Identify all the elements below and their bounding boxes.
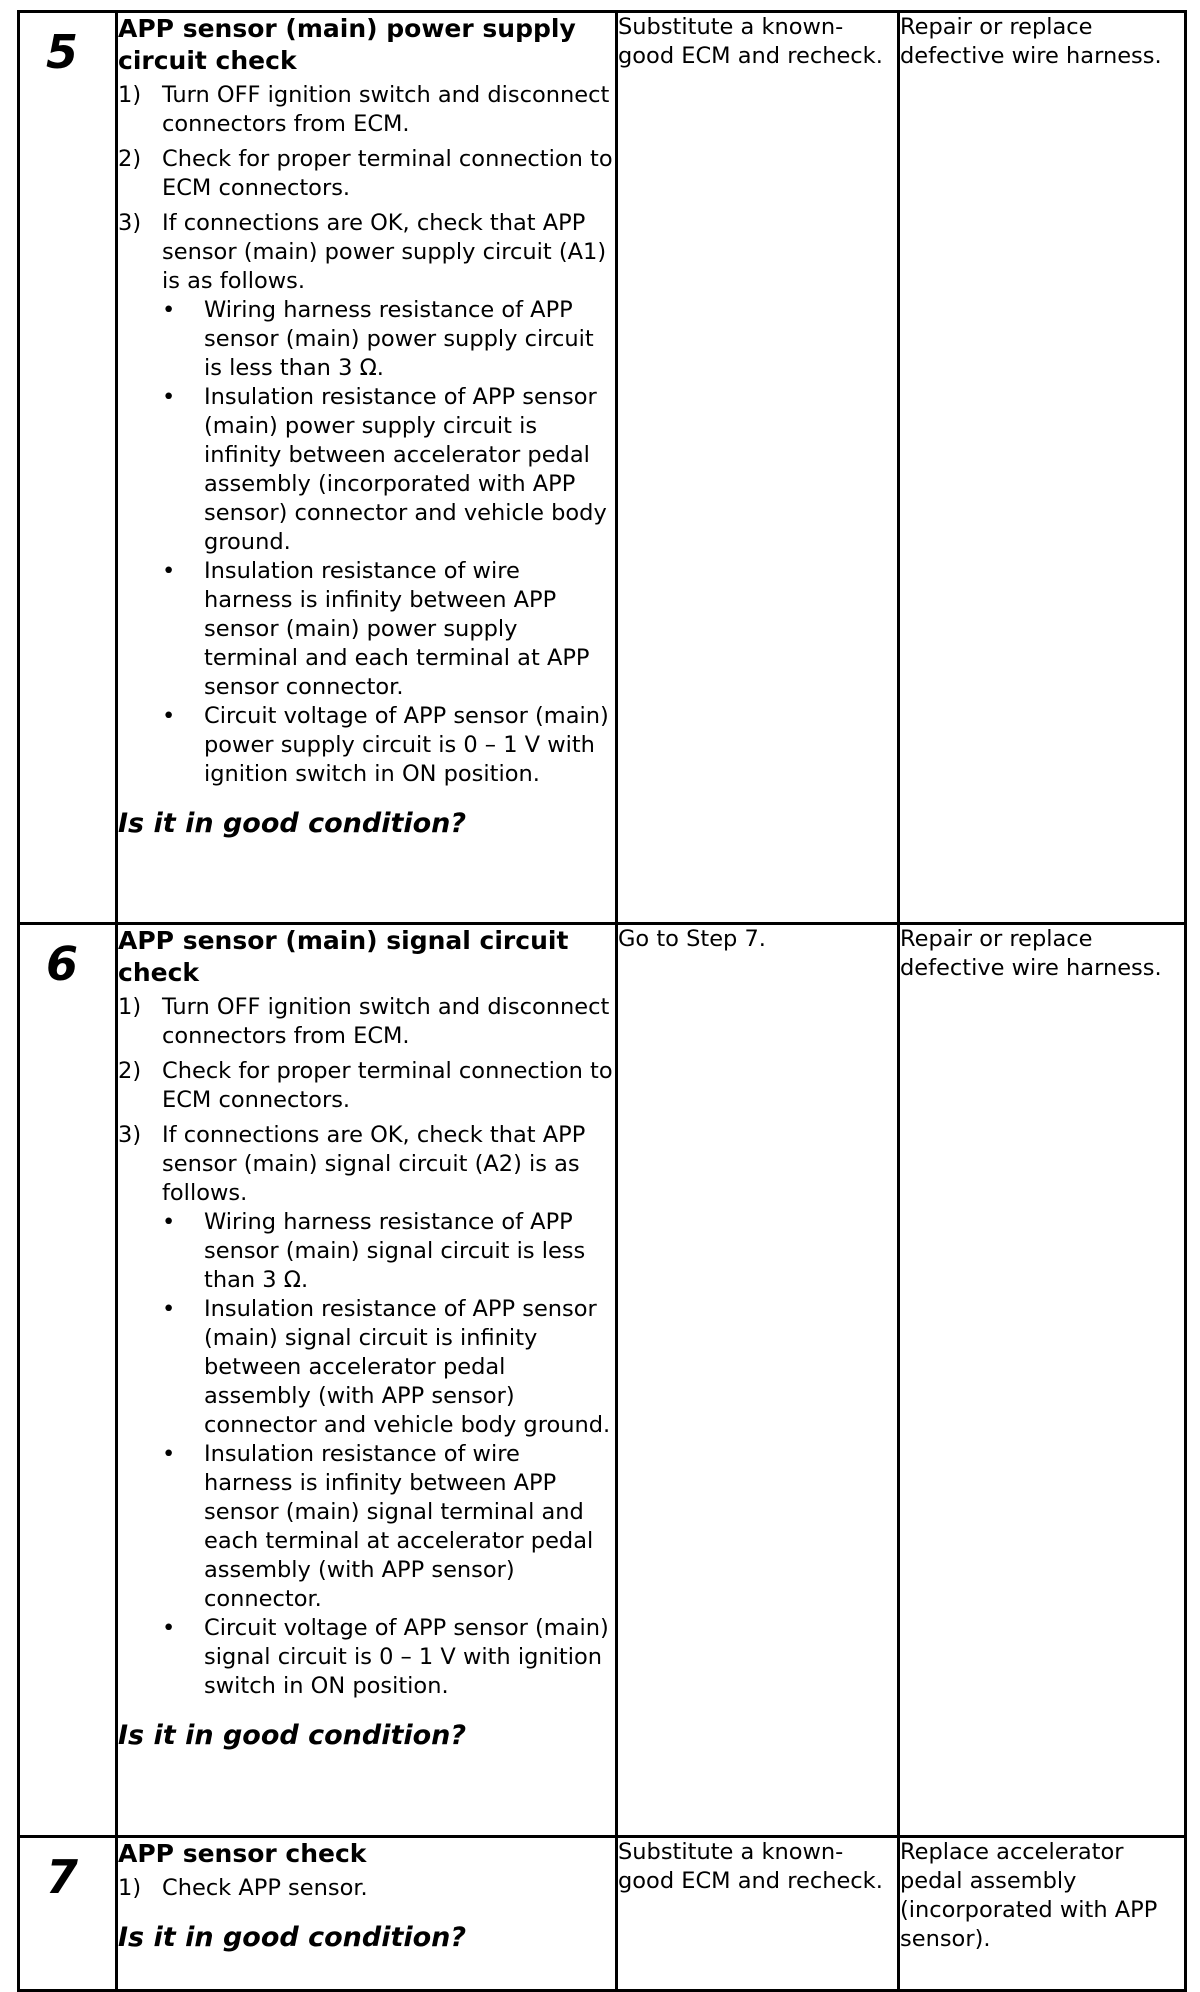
- action-item: [118, 1874, 615, 1903]
- diagnosis-table-body: [19, 12, 1186, 1991]
- yes-result: Substitute a known-good ECM and recheck.: [617, 12, 899, 924]
- step-title: APP sensor (main) signal circuit check: [118, 926, 569, 987]
- action-cell: [117, 1837, 617, 1991]
- check-list: [162, 296, 615, 789]
- action-list: [118, 81, 615, 789]
- action-item-number: 1): [118, 994, 142, 1020]
- action-item: [118, 81, 615, 139]
- action-item-number: 1): [118, 82, 142, 108]
- step-question: Is it in good condition?: [118, 1720, 467, 1751]
- action-item: [118, 1121, 615, 1701]
- check-item: • Insulation resistance of APP sensor (main) signal circuit is infinity between accelerator pedal assembly (with APP sensor) connector and vehicle body ground.: [162, 1295, 615, 1440]
- step-number: 6: [46, 937, 79, 991]
- action-item-number: 3): [118, 210, 142, 236]
- action-cell: [117, 924, 617, 1837]
- action-item: [118, 1057, 615, 1115]
- action-item-text: Check APP sensor.: [162, 1875, 368, 1901]
- action-item-text: If connections are OK, check that APP sensor (main) power supply circuit (A1) is as follows.: [162, 210, 607, 294]
- check-list: [162, 1208, 615, 1701]
- action-item-number: 2): [118, 1058, 142, 1084]
- step-cell: [19, 1837, 117, 1991]
- step-cell: [19, 12, 117, 924]
- action-item-number: 3): [118, 1122, 142, 1148]
- check-item: • Wiring harness resistance of APP sensor (main) power supply circuit is less than 3 Ω.: [162, 296, 615, 383]
- action-item-text: If connections are OK, check that APP sensor (main) signal circuit (A2) is as follows.: [162, 1122, 586, 1206]
- action-item-text: Turn OFF ignition switch and disconnect connectors from ECM.: [162, 994, 610, 1049]
- no-result: Repair or replace defective wire harness.: [899, 924, 1186, 1837]
- check-item: • Insulation resistance of wire harness is infinity between APP sensor (main) power supply terminal and each terminal at APP sensor connector.: [162, 557, 615, 702]
- action-item-text: Turn OFF ignition switch and disconnect connectors from ECM.: [162, 82, 610, 137]
- step-title: APP sensor (main) power supply circuit check: [118, 14, 576, 75]
- action-item: [118, 209, 615, 789]
- action-item-number: 1): [118, 1875, 142, 1901]
- check-item: • Circuit voltage of APP sensor (main) power supply circuit is 0 – 1 V with ignition switch in ON position.: [162, 702, 615, 789]
- check-item: • Circuit voltage of APP sensor (main) signal circuit is 0 – 1 V with ignition switch in ON position.: [162, 1614, 615, 1701]
- yes-result: Go to Step 7.: [617, 924, 899, 1837]
- action-list: [118, 993, 615, 1701]
- action-item-text: Check for proper terminal connection to ECM connectors.: [162, 1058, 613, 1113]
- check-item: • Wiring harness resistance of APP sensor (main) signal circuit is less than 3 Ω.: [162, 1208, 615, 1295]
- action-item-text: Check for proper terminal connection to ECM connectors.: [162, 146, 613, 201]
- step-row: [19, 1837, 1186, 1991]
- check-item: • Insulation resistance of wire harness is infinity between APP sensor (main) signal terminal and each terminal at accelerator pedal assembly (with APP sensor) connector.: [162, 1440, 615, 1614]
- no-result: Replace accelerator pedal assembly (incorporated with APP sensor).: [899, 1837, 1186, 1991]
- no-result: Repair or replace defective wire harness.: [899, 12, 1186, 924]
- step-row: [19, 12, 1186, 924]
- action-item-number: 2): [118, 146, 142, 172]
- step-question: Is it in good condition?: [118, 1922, 467, 1953]
- step-number: 5: [46, 25, 79, 79]
- action-item: [118, 993, 615, 1051]
- yes-result: Substitute a known-good ECM and recheck.: [617, 1837, 899, 1991]
- step-number: 7: [46, 1850, 79, 1904]
- step-title: APP sensor check: [118, 1839, 367, 1868]
- step-row: [19, 924, 1186, 1837]
- step-cell: [19, 924, 117, 1837]
- check-item: • Insulation resistance of APP sensor (main) power supply circuit is infinity between accelerator pedal assembly (incorporated with APP sensor) connector and vehicle body ground.: [162, 383, 615, 557]
- step-question: Is it in good condition?: [118, 808, 467, 839]
- action-list: [118, 1874, 615, 1903]
- action-item: [118, 145, 615, 203]
- action-cell: [117, 12, 617, 924]
- diagnosis-table: [17, 10, 1187, 1992]
